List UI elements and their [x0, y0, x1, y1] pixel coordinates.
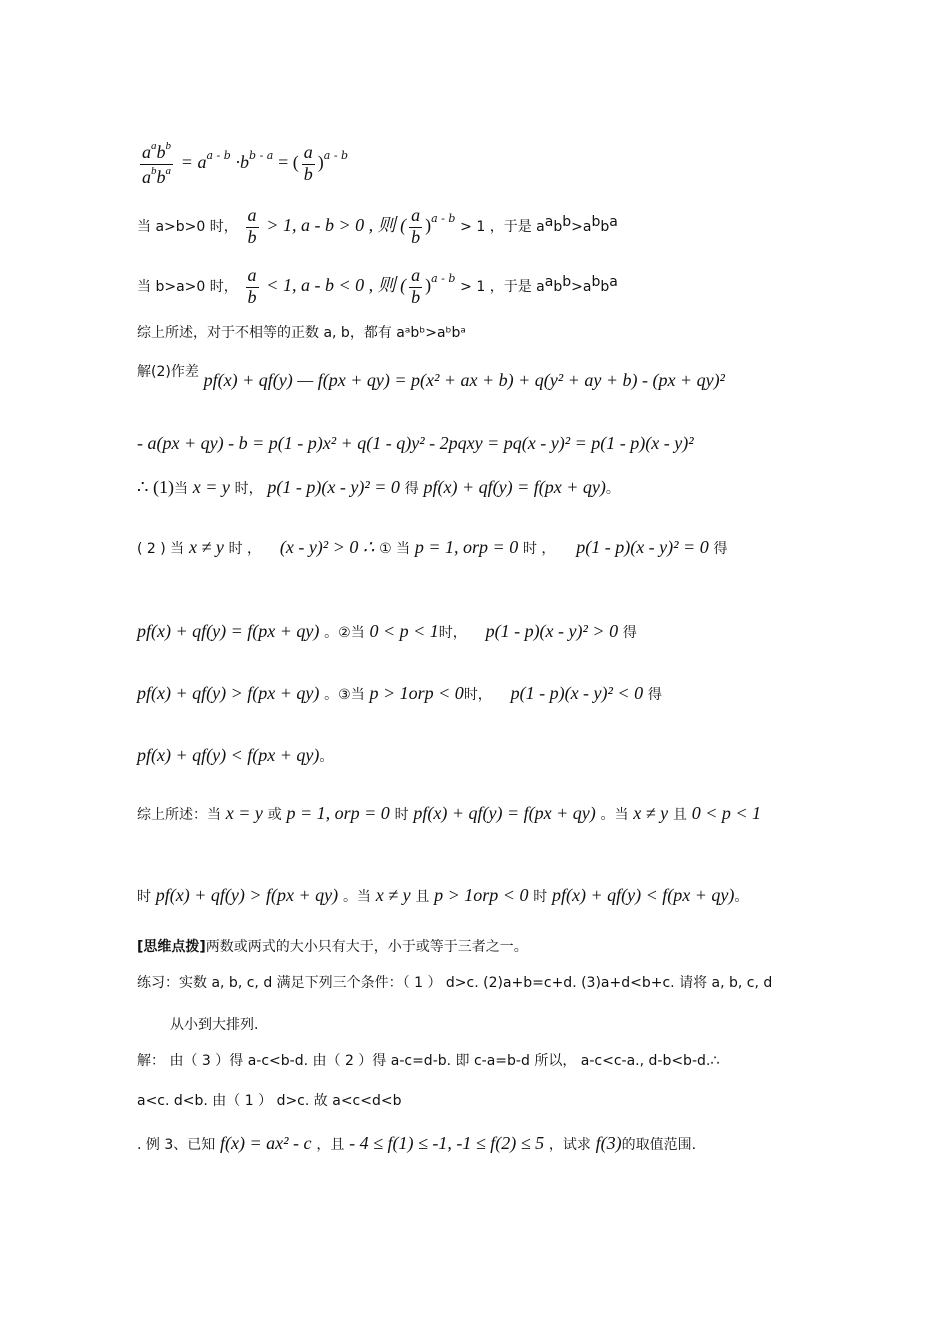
exp: a - b — [431, 271, 456, 285]
summary-line-2 — [137, 804, 761, 822]
condition: x ≠ y — [188, 537, 224, 557]
equation-line-1 — [137, 140, 348, 188]
when-suffix-2: 时 — [533, 889, 548, 905]
result-expression: pf(x) + qf(y) > f(px + qy) — [137, 683, 320, 703]
try-find: ，试求 — [548, 1137, 591, 1153]
condition-prefix: 当 b>a>0 时， — [137, 278, 238, 295]
tail-b: b — [553, 218, 563, 235]
solution-part-2 — [137, 364, 725, 389]
condition-1: x ≠ y — [375, 885, 411, 905]
when-suffix: 时 ， — [228, 541, 262, 557]
thinking-tip — [137, 940, 528, 954]
exercise-solution-line-1: 解： 由（ 3 ）得 a-c<b-d. 由（ 2 ）得 a-c=d-b. 即 c-a=b-d 所以， a-c<c-a., d-b<b-d.∴ — [137, 1053, 720, 1069]
when-suffix-2: 时 ， — [522, 541, 556, 557]
expression: (x - y)² > 0 ∴ — [279, 537, 375, 557]
tail-gt-a: >a — [571, 218, 592, 235]
paren-close: ) — [425, 214, 432, 235]
result-word: 得 — [622, 625, 637, 641]
result-expression: pf(x) + qf(y) < f(px + qy) — [137, 745, 320, 765]
condition-mid: > 1, a - b > 0 , 则 ( — [266, 214, 407, 235]
case-label: ( 2 ) 当 — [137, 541, 185, 557]
when-text: 。当 — [342, 889, 371, 905]
result-expression: pf(x) + qf(y) = f(px + qy) — [137, 621, 320, 641]
result-expression-2: pf(x) + qf(y) < f(px + qy) — [552, 885, 735, 905]
exp-3: a - b — [323, 148, 349, 162]
condition-2: p > 1orp < 0 — [434, 885, 529, 905]
eq-part-1: = a — [180, 151, 207, 172]
exercise-line-2: 从小到大排列. — [170, 1017, 259, 1033]
condition-mid: < 1, a - b < 0 , 则 ( — [266, 274, 407, 295]
exp-2: b - a — [249, 148, 274, 162]
condition-line-a-gt-b: 当 a>b>0 时， $\frac{a}{b}$ > 1, a - b > 0 , 则 ( $\frac{a}{b}$ )$^{a - b}$ > 1 ，于是 aabb>abba — [137, 205, 618, 247]
tail-b2: b — [600, 218, 610, 235]
when-text: 当 — [173, 481, 188, 497]
period: 。 — [734, 889, 749, 905]
exercise-line: 练习：实数 a, b, c, d 满足下列三个条件：（ 1 ） d>c. (2)a+b=c+d. (3)a+d<b+c. 请将 a, b, c, d — [137, 975, 773, 991]
expansion-line: - a(px + qy) - b = p(1 - p)x² + q(1 - q)y² - 2pqxy = pq(x - y)² = p(1 - p)(x - y)² — [137, 433, 694, 453]
when-suffix: 时 — [137, 889, 151, 905]
when-text: 。当 — [600, 807, 629, 823]
and-word: 且 — [415, 889, 430, 905]
condition-1: x = y — [225, 803, 263, 823]
range-text: 的取值范围. — [621, 1137, 697, 1153]
or-word: 或 — [267, 807, 282, 823]
conclusion: > 1 ，于是 a — [460, 278, 545, 295]
solution-prefix: 解(2)作差 — [137, 364, 199, 380]
result-word: 得 — [713, 541, 728, 557]
fraction-a-over-b: $\frac{a}{b}$ — [247, 205, 257, 247]
conclusion: > 1 ，于是 a — [460, 218, 545, 235]
summary-line-1: 综上所述，对于不相等的正数 a, b，都有 aᵃbᵇ>aᵇbᵃ — [137, 325, 466, 341]
condition-prefix: 当 a>b>0 时， — [137, 218, 238, 235]
paren-close: ) — [317, 151, 324, 172]
and-word: 且 — [672, 807, 687, 823]
summary-line-3 — [137, 886, 748, 904]
eq-part-dot: ·b — [235, 151, 250, 172]
sub-case-2-line — [137, 622, 637, 640]
sub-case-label: 。②当 — [324, 625, 365, 641]
period: 。 — [319, 749, 334, 765]
fraction-a-over-b: $\frac{a}{b}$ — [303, 142, 313, 184]
constraints: - 4 ≤ f(1) ≤ -1, -1 ≤ f(2) ≤ 5 — [349, 1133, 545, 1153]
example-3-line — [137, 1134, 696, 1152]
tail-gt-a: >a — [571, 278, 592, 295]
expression: p(1 - p)(x - y)² = 0 — [267, 477, 400, 497]
when-suffix: 时， — [438, 625, 467, 641]
sub-expression: p(1 - p)(x - y)² = 0 — [576, 537, 709, 557]
condition-2: p = 1, orp = 0 — [286, 803, 390, 823]
sub-case-3-result — [137, 746, 333, 764]
sub-condition: p > 1orp < 0 — [369, 683, 464, 703]
result-expression: pf(x) + qf(y) = f(px + qy) — [413, 803, 596, 823]
sub-condition: 0 < p < 1 — [369, 621, 439, 641]
paren-close: ) — [425, 274, 432, 295]
fraction-a-over-b: $\frac{a}{b}$ — [411, 265, 421, 307]
condition-4: 0 < p < 1 — [691, 803, 761, 823]
fraction-ab: $\frac{a^ab^b}{a^bb^a}$ — [142, 140, 171, 187]
result-expression: pf(x) + qf(y) = f(px + qy) — [423, 477, 606, 497]
difference-expression: pf(x) + qf(y) — f(px + qy) = p(x² + ax + b) + q(y² + ay + b) - (px + qy)² — [203, 370, 725, 390]
when-suffix: 时 — [394, 807, 409, 823]
f-of-3: f(3) — [595, 1133, 622, 1153]
sub-condition: p = 1, orp = 0 — [414, 537, 519, 557]
tip-label: [思维点拨] — [137, 939, 206, 955]
sub-case-3-line — [137, 684, 662, 702]
period: 。 — [605, 481, 620, 497]
result-expression: pf(x) + qf(y) > f(px + qy) — [155, 885, 339, 905]
sub-expression: p(1 - p)(x - y)² > 0 — [485, 621, 619, 641]
fraction-a-over-b: $\frac{a}{b}$ — [247, 265, 257, 307]
sub-case-label: 。③当 — [324, 687, 365, 703]
condition-line-b-gt-a: 当 b>a>0 时， $\frac{a}{b}$ < 1, a - b < 0 , 则 ( $\frac{a}{b}$ )$^{a - b}$ > 1 ，于是 aabb>abba — [137, 265, 618, 307]
result-word: 得 — [404, 481, 419, 497]
tip-text: 两数或两式的大小只有大于，小于或等于三者之一。 — [205, 939, 528, 955]
summary-prefix: 综上所述：当 — [137, 807, 221, 823]
condition-3: x ≠ y — [633, 803, 669, 823]
sub-expression: p(1 - p)(x - y)² < 0 — [510, 683, 644, 703]
case-1-line — [137, 478, 620, 496]
result-word: 得 — [647, 687, 662, 703]
case-2-line — [137, 538, 728, 556]
tail-b2: b — [600, 278, 610, 295]
example-label: . 例 3、已知 — [137, 1137, 216, 1153]
function-definition: f(x) = ax² - c — [220, 1133, 312, 1153]
exercise-solution-line-2: a<c. d<b. 由（ 1 ） d>c. 故 a<c<d<b — [137, 1093, 402, 1109]
eq-part-2: = ( — [278, 151, 299, 172]
and-word: ，且 — [316, 1137, 345, 1153]
condition: x = y — [192, 477, 230, 497]
fraction-a-over-b: $\frac{a}{b}$ — [411, 205, 421, 247]
tail-b: b — [553, 278, 563, 295]
exp-1: a - b — [206, 148, 231, 162]
exp: a - b — [431, 211, 456, 225]
sub-case-label: ① 当 — [379, 541, 411, 557]
case-label: ∴ (1) — [137, 477, 174, 497]
when-suffix: 时， — [234, 481, 263, 497]
when-suffix: 时， — [463, 687, 492, 703]
